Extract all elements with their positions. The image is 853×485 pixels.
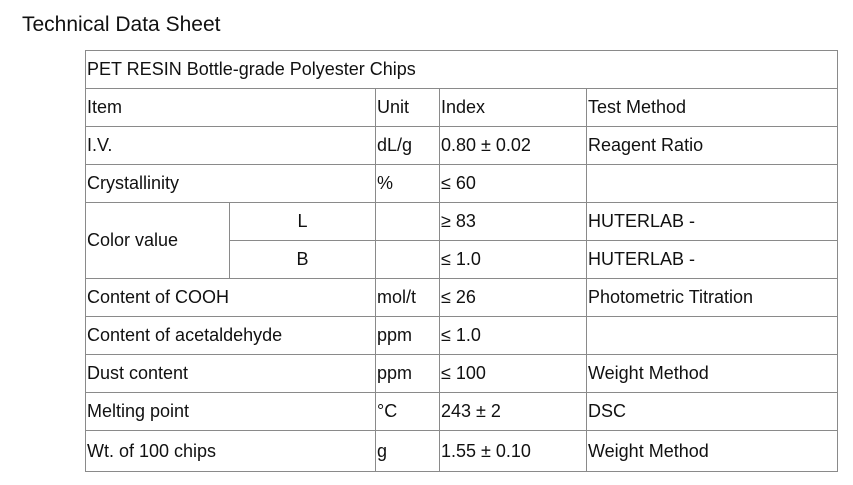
row-item: Crystallinity — [86, 165, 376, 203]
row-index: 0.80 ± 0.02 — [440, 127, 587, 165]
row-index: ≤ 1.0 — [440, 241, 587, 279]
page-title: Technical Data Sheet — [22, 13, 221, 36]
row-index: ≤ 100 — [440, 355, 587, 393]
row-test-method: HUTERLAB - — [587, 241, 838, 279]
row-unit: dL/g — [376, 127, 440, 165]
row-item: Wt. of 100 chips — [86, 431, 376, 472]
row-unit: g — [376, 431, 440, 472]
row-item: Color value — [86, 203, 230, 279]
row-subitem: B — [230, 241, 376, 279]
row-index: ≤ 60 — [440, 165, 587, 203]
row-index: ≤ 1.0 — [440, 317, 587, 355]
row-unit: % — [376, 165, 440, 203]
header-test-method: Test Method — [587, 89, 838, 127]
row-index: 243 ± 2 — [440, 393, 587, 431]
row-unit — [376, 203, 440, 241]
row-test-method: DSC — [587, 393, 838, 431]
row-item: Dust content — [86, 355, 376, 393]
row-test-method: Weight Method — [587, 355, 838, 393]
table-row — [86, 279, 838, 317]
row-index: 1.55 ± 0.10 — [440, 431, 587, 472]
row-index: ≥ 83 — [440, 203, 587, 241]
header-item: Item — [86, 89, 376, 127]
row-test-method: Photometric Titration — [587, 279, 838, 317]
row-item: Content of COOH — [86, 279, 376, 317]
row-item: I.V. — [86, 127, 376, 165]
row-item: Content of acetaldehyde — [86, 317, 376, 355]
header-unit: Unit — [376, 89, 440, 127]
row-test-method: Weight Method — [587, 431, 838, 472]
row-test-method — [587, 165, 838, 203]
table-row — [86, 431, 838, 472]
row-unit: mol/t — [376, 279, 440, 317]
row-subitem: L — [230, 203, 376, 241]
table-caption-row — [86, 51, 838, 89]
row-item: Melting point — [86, 393, 376, 431]
table-header-row — [86, 89, 838, 127]
row-unit — [376, 241, 440, 279]
table-row — [86, 355, 838, 393]
row-unit: ppm — [376, 355, 440, 393]
table-row — [86, 393, 838, 431]
table-row — [86, 203, 838, 241]
row-unit: ppm — [376, 317, 440, 355]
table-row — [86, 317, 838, 355]
row-index: ≤ 26 — [440, 279, 587, 317]
technical-data-table — [85, 50, 838, 472]
table-caption: PET RESIN Bottle-grade Polyester Chips — [86, 51, 838, 89]
table-row — [86, 127, 838, 165]
row-test-method: Reagent Ratio — [587, 127, 838, 165]
header-index: Index — [440, 89, 587, 127]
table-row — [86, 165, 838, 203]
row-test-method: HUTERLAB - — [587, 203, 838, 241]
row-test-method — [587, 317, 838, 355]
row-unit: °C — [376, 393, 440, 431]
